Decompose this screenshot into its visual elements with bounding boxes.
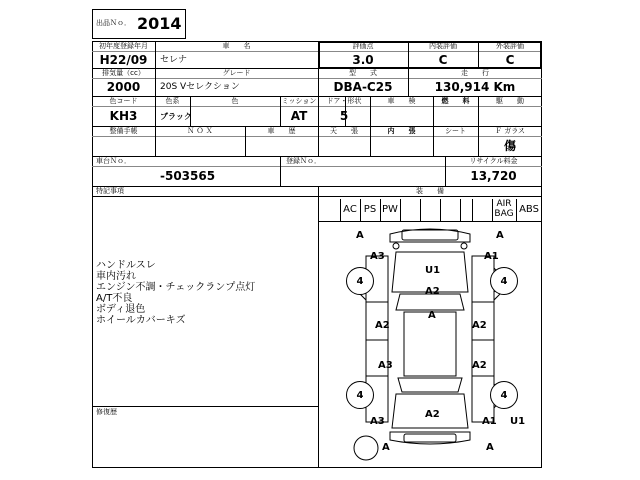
rule xyxy=(420,199,421,221)
tire-rear-left: 4 xyxy=(346,381,374,409)
interior-grade-value: C xyxy=(438,53,448,67)
grade-value: 20S Vセレクション xyxy=(160,82,240,92)
score-value: 3.0 xyxy=(352,53,374,67)
damage-mark: A xyxy=(356,230,364,241)
remark-line: エンジン不調・チェックランプ点灯 xyxy=(96,282,256,293)
rule xyxy=(460,199,461,221)
model-code-label: 型 式 xyxy=(349,69,377,77)
chassis-number-label: 車台Ｎｏ． xyxy=(96,157,131,165)
remark-line: ハンドルスレ xyxy=(96,260,156,271)
damage-mark: U1 xyxy=(425,265,441,276)
damage-mark: A2 xyxy=(375,320,390,331)
interior-grade-label: 内装評価 xyxy=(429,42,457,50)
recycle-fee-value: 13,720 xyxy=(470,169,517,183)
damage-mark: A xyxy=(496,230,504,241)
damage-mark: A3 xyxy=(370,416,385,427)
nox-label: Ｎ Ｏ Ｘ xyxy=(187,127,213,135)
damage-mark: A2 xyxy=(425,409,440,420)
exterior-grade-value: C xyxy=(505,53,515,67)
first-reg-label: 初年度登録年月 xyxy=(99,42,148,50)
color-system-value: ブラック xyxy=(160,112,192,121)
color-code-label: 色コード xyxy=(109,97,138,105)
equipment-ac: AC xyxy=(343,204,357,215)
tire-rear-right: 4 xyxy=(490,381,518,409)
rule xyxy=(440,199,441,221)
damage-mark: A1 xyxy=(484,251,499,262)
chassis-number-value: -503565 xyxy=(160,169,216,183)
lot-number-label: 出品Ｎｏ． xyxy=(96,19,131,27)
damage-mark: A2 xyxy=(472,360,487,371)
rule xyxy=(92,406,318,407)
damage-mark: A1 xyxy=(482,416,497,427)
equipment-ps: PS xyxy=(363,204,377,215)
color-label: 色 xyxy=(231,97,239,105)
damage-mark: A xyxy=(428,310,436,321)
damage-mark: A3 xyxy=(378,360,393,371)
maintenance-book-label: 整備手帳 xyxy=(109,127,138,135)
drive-label: 駆 動 xyxy=(496,97,524,105)
damage-mark: A2 xyxy=(472,320,487,331)
damage-mark: A xyxy=(486,442,494,453)
rule xyxy=(92,106,542,107)
color-code-value: KH3 xyxy=(109,109,138,123)
damage-mark: U1 xyxy=(510,416,526,427)
color-system-label: 色系 xyxy=(165,97,180,105)
remark-line: 車内汚れ xyxy=(96,271,136,282)
door-value: 5 xyxy=(339,109,349,123)
front-glass-value: 傷 xyxy=(503,139,516,153)
rule xyxy=(92,78,542,79)
repair-history-label: 修復歴 xyxy=(96,408,117,416)
displacement-label: 排気量（cc） xyxy=(102,69,145,77)
tire-front-right: 4 xyxy=(490,267,518,295)
rule xyxy=(280,156,281,186)
rule xyxy=(92,196,542,197)
history-label: 車 歴 xyxy=(267,127,296,135)
recycle-fee-label: リサイクル料金 xyxy=(469,157,518,165)
exterior-grade-label: 外装評価 xyxy=(496,42,524,50)
car-diagram xyxy=(318,222,542,468)
lot-number-value: 2014 xyxy=(137,14,182,33)
car-name-value: セレナ xyxy=(160,55,188,65)
tire-front-left: 4 xyxy=(346,267,374,295)
remark-line: ボディ退色 xyxy=(96,304,146,315)
equipment-pw: PW xyxy=(382,204,398,215)
grade-label: グレード xyxy=(222,69,251,77)
mileage-label: 走 行 xyxy=(461,69,489,77)
lot-number-box xyxy=(92,9,186,39)
remarks-label: 特記事項 xyxy=(96,187,124,195)
inspection-label: 車 検 xyxy=(387,97,416,105)
front-glass-label: Ｆ ガラス xyxy=(494,127,525,135)
seat-label: シート xyxy=(445,127,466,135)
rule xyxy=(92,136,542,137)
damage-mark: A3 xyxy=(370,251,385,262)
rule xyxy=(92,166,542,167)
displacement-value: 2000 xyxy=(106,80,141,94)
car-name-label: 車 名 xyxy=(222,42,251,50)
equipment-label: 装 備 xyxy=(416,187,444,195)
rule xyxy=(400,199,401,221)
equipment-abs: ABS xyxy=(519,204,539,215)
mission-label: ミッション xyxy=(281,97,317,105)
equipment-airbag: AIR BAG xyxy=(494,199,514,219)
ceiling-label: 天 張 xyxy=(330,127,358,135)
damage-mark: A2 xyxy=(425,286,440,297)
interior-trim-label: 内 張 xyxy=(387,127,416,135)
damage-mark: A xyxy=(382,442,390,453)
door-label: ドア・形状 xyxy=(326,97,362,105)
remark-line: A/T不良 xyxy=(96,293,133,304)
remark-line: ホイールカバーキズ xyxy=(96,315,186,326)
mileage-value: 130,914 Km xyxy=(434,80,516,94)
registration-number-label: 登録Ｎｏ． xyxy=(286,157,321,165)
first-reg-value: H22/09 xyxy=(99,53,148,67)
model-code-value: DBA-C25 xyxy=(333,80,393,94)
mission-value: AT xyxy=(290,109,308,123)
score-label: 評価点 xyxy=(352,42,374,50)
equipment-grid xyxy=(340,199,542,221)
rule xyxy=(472,199,473,221)
fuel-label: 燃 料 xyxy=(441,97,470,105)
